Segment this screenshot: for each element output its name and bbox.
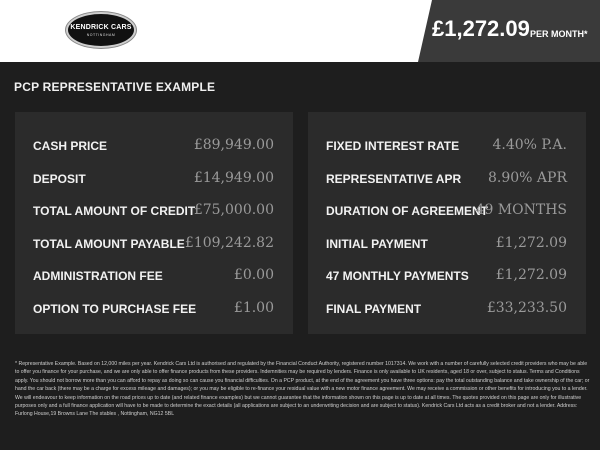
monthly-price: £1,272.09 xyxy=(432,16,530,41)
finance-row xyxy=(15,298,293,318)
price-suffix: PER MONTH* xyxy=(530,29,588,39)
row-value: £1,272.09 xyxy=(495,235,567,251)
row-value: £89,949.00 xyxy=(193,137,274,153)
row-label: ADMINISTRATION FEE xyxy=(33,269,163,283)
row-label: INITIAL PAYMENT xyxy=(326,237,428,251)
finance-row xyxy=(15,168,293,188)
row-value: £33,233.50 xyxy=(486,300,567,316)
row-value: £0.00 xyxy=(233,267,274,283)
row-label: TOTAL AMOUNT PAYABLE xyxy=(33,237,185,251)
finance-disclaimer: * Representative Example. Based on 12,000 miles per year. Kendrick Cars Ltd is authorised and regulated by the Financial Conduct Authority, registered number 1017314. We work with a number of carefully selected credit providers who may be able to offer you finance for your purchase, and we are only able to offer finance products from these providers. Indemnities may be required by lenders. Finance is only available to UK residents, aged 18 or over, subject to status. Terms and Conditions apply. You should not borrow more than you can afford to repay as doing so can cause you financial difficulties. On a PCP product, at the end of the agreement you have three options: pay the total outstanding balance and take ownership of the car; or hand the car back (there may be a charge for excess mileage and damages); or you may be eligible to re-finance your residual value with a new motor finance agreement. We may receive a commission or other benefits for introducing you to a lender. We will endeavour to keep information on the road prices up to date (and related finance examples) but we cannot guarantee that the information shown on this page is up to date at all times. The quotes provided on this page are only for illustrative purposes only and a full finance application will have to be made to determine the exact details (all applications are subject to an underwriting decision and are subject to status). Kendrick Cars Ltd acts as a credit broker and not a lender. Address: Furlong House,19 Browns Lane The stables , Nottingham, NG12 5BL xyxy=(15,361,590,418)
finance-panel-left xyxy=(15,112,293,334)
row-label: DEPOSIT xyxy=(33,172,86,186)
logo-main-text: KENDRICK CARS xyxy=(70,23,132,31)
row-label: TOTAL AMOUNT OF CREDIT xyxy=(33,204,196,218)
row-value: £1.00 xyxy=(233,300,274,316)
row-label: FIXED INTEREST RATE xyxy=(326,139,460,153)
row-label: FINAL PAYMENT xyxy=(326,302,422,316)
row-label: 47 MONTHLY PAYMENTS xyxy=(326,269,469,283)
row-label: REPRESENTATIVE APR xyxy=(326,172,462,186)
row-label: DURATION OF AGREEMENT xyxy=(326,204,488,218)
row-value: £75,000.00 xyxy=(193,202,274,218)
finance-row xyxy=(308,233,586,253)
row-value: 4.40% P.A. xyxy=(492,137,567,153)
row-value: £109,242.82 xyxy=(184,235,274,251)
kendrick-cars-logo[interactable] xyxy=(66,12,136,48)
finance-panel-right xyxy=(308,112,586,334)
finance-row xyxy=(308,135,586,155)
finance-row xyxy=(15,200,293,220)
row-value: £1,272.09 xyxy=(495,267,567,283)
finance-row xyxy=(15,135,293,155)
finance-row xyxy=(308,200,586,220)
finance-row xyxy=(15,265,293,285)
finance-row xyxy=(15,233,293,253)
finance-row xyxy=(308,298,586,318)
finance-row xyxy=(308,168,586,188)
row-value: 8.90% APR xyxy=(488,170,567,186)
section-title: PCP REPRESENTATIVE EXAMPLE xyxy=(14,80,216,94)
row-value: £14,949.00 xyxy=(193,170,274,186)
row-label: CASH PRICE xyxy=(33,139,108,153)
row-value: 49 MONTHS xyxy=(475,202,567,218)
logo-sub-text: NOTTINGHAM xyxy=(86,32,116,37)
finance-row xyxy=(308,265,586,285)
row-label: OPTION TO PURCHASE FEE xyxy=(33,302,197,316)
